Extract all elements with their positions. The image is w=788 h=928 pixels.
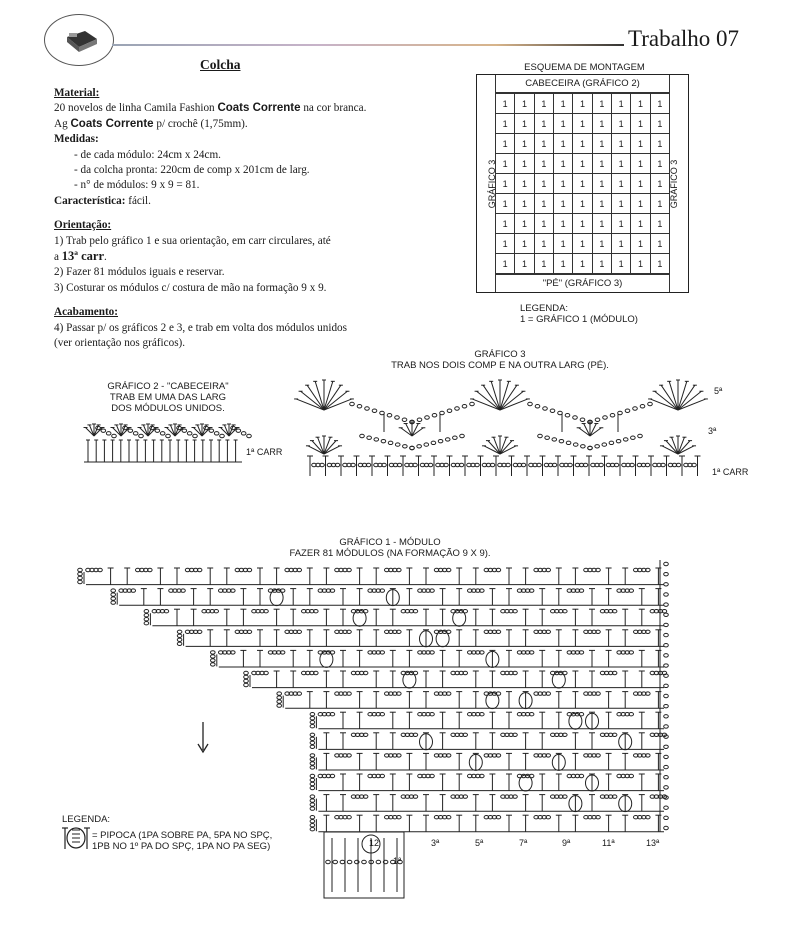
module-cell: 1 <box>573 134 592 154</box>
piece-title: Colcha <box>200 57 241 72</box>
module-cell: 1 <box>573 114 592 134</box>
module-cell: 1 <box>535 254 554 274</box>
module-cell: 1 <box>554 174 573 194</box>
module-cell: 1 <box>573 94 592 114</box>
header-rule <box>112 44 624 46</box>
module-cell: 1 <box>573 254 592 274</box>
module-cell: 1 <box>535 154 554 174</box>
grafico1-title-line: FAZER 81 MÓDULOS (NA FORMAÇÃO 9 X 9). <box>289 548 491 559</box>
acabamento-heading: Acabamento: <box>54 306 119 319</box>
module-cell: 1 <box>535 174 554 194</box>
module-cell: 1 <box>515 194 534 214</box>
round-label: 3ª <box>431 838 440 848</box>
module-cell: 1 <box>612 174 631 194</box>
orientacao-step-3: 3) Costurar os módulos c/ costura de mão na formação 9 x 9. <box>54 281 327 294</box>
pipoca-symbol-icon <box>62 826 90 850</box>
module-cell: 1 <box>554 94 573 114</box>
module-cell: 1 <box>631 134 650 154</box>
pipoca-legend-line: 1PB NO 1º PA DO SPÇ, 1PA NO PA SEG) <box>92 841 271 852</box>
module-cell: 1 <box>651 174 670 194</box>
module-cell: 1 <box>631 194 650 214</box>
module-cell: 1 <box>593 114 612 134</box>
work-title: Trabalho 07 <box>628 26 739 51</box>
grafico2-title-line: DOS MÓDULOS UNIDOS. <box>111 403 225 414</box>
module-grid <box>495 93 670 274</box>
module-cell: 1 <box>612 114 631 134</box>
grafico3-chart <box>300 370 710 480</box>
grafico2-row-label: 1ª CARR <box>246 447 283 457</box>
module-cell: 1 <box>496 194 515 214</box>
module-cell: 1 <box>593 254 612 274</box>
module-cell: 1 <box>554 134 573 154</box>
module-cell: 1 <box>612 134 631 154</box>
module-cell: 1 <box>515 134 534 154</box>
module-cell: 1 <box>573 194 592 214</box>
module-cell: 1 <box>573 234 592 254</box>
round-label: 9ª <box>562 838 571 848</box>
module-cell: 1 <box>651 214 670 234</box>
scheme-legend <box>520 303 638 325</box>
module-cell: 1 <box>554 114 573 134</box>
round-label: 11ª <box>602 838 615 848</box>
material-heading: Material: <box>54 87 100 99</box>
module-cell: 1 <box>593 214 612 234</box>
acabamento-step-4-cont: (ver orientação nos gráficos). <box>54 337 186 350</box>
module-cell: 1 <box>496 214 515 234</box>
caracteristica-heading: Característica: <box>54 194 126 207</box>
module-cell: 1 <box>496 114 515 134</box>
module-cell: 1 <box>612 94 631 114</box>
grafico3-label-3: 3ª <box>708 426 717 436</box>
module-cell: 1 <box>496 94 515 114</box>
grafico2-chart <box>84 418 264 468</box>
module-cell: 1 <box>631 174 650 194</box>
module-cell: 1 <box>631 254 650 274</box>
module-cell: 1 <box>535 114 554 134</box>
module-cell: 1 <box>651 94 670 114</box>
module-cell: 1 <box>593 154 612 174</box>
module-cell: 1 <box>554 154 573 174</box>
instructions-text <box>54 86 459 352</box>
material-line-1 <box>54 101 459 116</box>
module-cell: 1 <box>496 174 515 194</box>
scheme-right-label: GRÁFICO 3 <box>669 159 679 209</box>
grafico3-title-line: TRAB NOS DOIS COMP E NA OUTRA LARG (PÉ). <box>391 360 609 371</box>
module-cell: 1 <box>535 234 554 254</box>
module-cell: 1 <box>496 134 515 154</box>
module-cell: 1 <box>651 134 670 154</box>
module-cell: 1 <box>573 174 592 194</box>
module-cell: 1 <box>631 234 650 254</box>
orientacao-heading: Orientação: <box>54 219 112 232</box>
scheme-title: ESQUEMA DE MONTAGEM <box>524 62 645 73</box>
scheme-bottom-label: "PÉ" (GRÁFICO 3) <box>495 274 670 292</box>
grafico2-title-line: GRÁFICO 2 - "CABECEIRA" <box>107 381 229 392</box>
brand-name: Coats Corrente <box>70 117 154 130</box>
brand-name: Coats Corrente <box>217 102 301 115</box>
module-cell: 1 <box>651 194 670 214</box>
module-cell: 1 <box>535 194 554 214</box>
module-cell: 1 <box>651 154 670 174</box>
grafico2-title-line: TRAB EM UMA DAS LARG <box>109 392 227 403</box>
material-text: p/ crochê (1,75mm). <box>153 117 248 130</box>
module-cell: 1 <box>515 174 534 194</box>
round-label: 1ª <box>393 856 402 866</box>
module-cell: 1 <box>573 214 592 234</box>
module-cell: 1 <box>515 94 534 114</box>
pipoca-legend-line: = PIPOCA (1PA SOBRE PA, 5PA NO SPÇ, <box>92 830 273 841</box>
module-cell: 1 <box>651 114 670 134</box>
bed-icon <box>45 15 113 65</box>
module-cell: 1 <box>496 234 515 254</box>
module-cell: 1 <box>554 214 573 234</box>
module-cell: 1 <box>554 194 573 214</box>
module-cell: 1 <box>515 154 534 174</box>
orientacao-step-1: 1) Trab pelo gráfico 1 e sua orientação, em carr circulares, até <box>54 234 331 247</box>
round-label: 5ª <box>475 838 484 848</box>
module-cell: 1 <box>554 234 573 254</box>
module-cell: 1 <box>496 254 515 274</box>
grafico2-title <box>78 381 258 414</box>
module-cell: 1 <box>612 214 631 234</box>
bedspread-logo <box>44 14 114 66</box>
material-line-2 <box>54 117 459 132</box>
module-cell: 1 <box>631 154 650 174</box>
module-cell: 1 <box>631 214 650 234</box>
grafico3-title <box>370 349 630 371</box>
module-cell: 1 <box>612 154 631 174</box>
direction-arrow-icon <box>196 722 210 756</box>
grafico3-row-label: 1ª CARR <box>712 467 749 477</box>
scheme-left-label: GRÁFICO 3 <box>487 159 497 209</box>
module-cell: 1 <box>593 134 612 154</box>
module-cell: 1 <box>554 254 573 274</box>
medidas-item: - de cada módulo: 24cm x 24cm. <box>74 148 221 161</box>
orientacao-step-1-cont <box>54 249 459 265</box>
assembly-scheme <box>476 74 689 293</box>
scheme-top-label: CABECEIRA (GRÁFICO 2) <box>495 75 670 93</box>
medidas-item: - n° de módulos: 9 x 9 = 81. <box>74 179 200 192</box>
module-cell: 1 <box>535 94 554 114</box>
pipoca-legend-heading: LEGENDA: <box>62 814 111 825</box>
module-cell: 1 <box>631 94 650 114</box>
grafico1-title-line: GRÁFICO 1 - MÓDULO <box>339 537 441 548</box>
grafico3-title-line: GRÁFICO 3 <box>474 349 526 360</box>
pipoca-legend <box>92 830 272 852</box>
module-cell: 1 <box>651 234 670 254</box>
module-cell: 1 <box>515 114 534 134</box>
material-text: na cor branca. <box>300 102 367 115</box>
module-cell: 1 <box>515 254 534 274</box>
step-text: a <box>54 251 62 264</box>
module-cell: 1 <box>612 234 631 254</box>
module-cell: 1 <box>593 194 612 214</box>
module-cell: 1 <box>535 134 554 154</box>
grafico1-title <box>240 537 540 559</box>
module-cell: 1 <box>651 254 670 274</box>
caracteristica-line <box>54 194 459 209</box>
round-label: 13ª <box>646 838 660 848</box>
scheme-legend-item: 1 = GRÁFICO 1 (MÓDULO) <box>520 314 638 325</box>
round-label: 12 <box>369 838 380 848</box>
step-text: . <box>104 251 107 264</box>
module-cell: 1 <box>593 174 612 194</box>
acabamento-step-4: 4) Passar p/ os gráficos 2 e 3, e trab em volta dos módulos unidos <box>54 321 348 334</box>
module-cell: 1 <box>593 94 612 114</box>
module-cell: 1 <box>612 254 631 274</box>
material-text: 20 novelos de linha Camila Fashion <box>54 102 218 115</box>
step-bold: 13ª carr <box>61 249 105 264</box>
module-cell: 1 <box>593 234 612 254</box>
module-cell: 1 <box>515 234 534 254</box>
orientacao-step-2: 2) Fazer 81 módulos iguais e reservar. <box>54 266 225 279</box>
caracteristica-value: fácil. <box>125 194 151 207</box>
medidas-heading: Medidas: <box>54 133 99 146</box>
module-cell: 1 <box>535 214 554 234</box>
scheme-legend-heading: LEGENDA: <box>520 303 569 314</box>
module-cell: 1 <box>496 154 515 174</box>
module-cell: 1 <box>573 154 592 174</box>
grafico1-chart <box>86 560 676 910</box>
grafico3-label-5: 5ª <box>714 386 723 396</box>
medidas-item: - da colcha pronta: 220cm de comp x 201cm de larg. <box>74 164 310 177</box>
material-text: Ag <box>54 117 71 130</box>
module-cell: 1 <box>515 214 534 234</box>
round-label: 7ª <box>519 838 528 848</box>
module-cell: 1 <box>612 194 631 214</box>
module-cell: 1 <box>631 114 650 134</box>
